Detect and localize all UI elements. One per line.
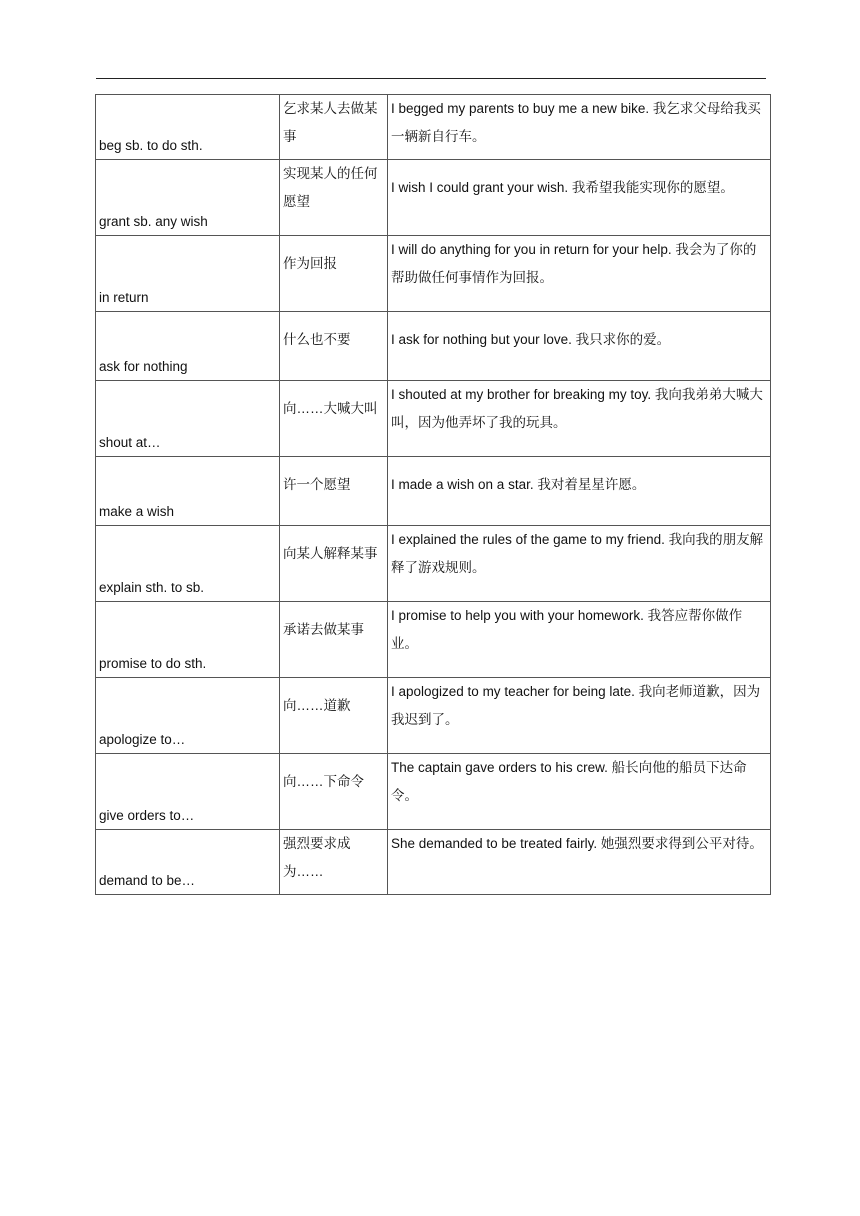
phrase-cell: in return: [96, 236, 280, 312]
phrase-cell: demand to be…: [96, 830, 280, 895]
example-cell: I begged my parents to buy me a new bike. 我乞求父母给我买一辆新自行车。: [388, 95, 771, 160]
phrase-cell: ask for nothing: [96, 312, 280, 381]
example-cell: I shouted at my brother for breaking my toy. 我向我弟弟大喊大叫，因为他弄坏了我的玩具。: [388, 381, 771, 457]
phrase-cell: apologize to…: [96, 678, 280, 754]
meaning-cell: 承诺去做某事: [280, 602, 388, 678]
table-row: [96, 312, 771, 381]
table-row: [96, 678, 771, 754]
example-cell: She demanded to be treated fairly. 她强烈要求得到公平对待。: [388, 830, 771, 895]
meaning-cell: 乞求某人去做某事: [280, 95, 388, 160]
phrase-cell: grant sb. any wish: [96, 160, 280, 236]
phrase-cell: beg sb. to do sth.: [96, 95, 280, 160]
table-row: [96, 526, 771, 602]
table-row: [96, 236, 771, 312]
table-row: [96, 160, 771, 236]
header-rule: [96, 78, 766, 79]
meaning-cell: 实现某人的任何愿望: [280, 160, 388, 236]
meaning-cell: 向……道歉: [280, 678, 388, 754]
meaning-cell: 向……大喊大叫: [280, 381, 388, 457]
example-cell: I apologized to my teacher for being late. 我向老师道歉，因为我迟到了。: [388, 678, 771, 754]
meaning-cell: 许一个愿望: [280, 457, 388, 526]
meaning-cell: 强烈要求成为……: [280, 830, 388, 895]
table-row: [96, 381, 771, 457]
example-cell: I promise to help you with your homework. 我答应帮你做作业。: [388, 602, 771, 678]
example-cell: I wish I could grant your wish. 我希望我能实现你的愿望。: [388, 160, 771, 236]
meaning-cell: 作为回报: [280, 236, 388, 312]
phrase-cell: explain sth. to sb.: [96, 526, 280, 602]
phrase-cell: make a wish: [96, 457, 280, 526]
example-cell: I made a wish on a star. 我对着星星许愿。: [388, 457, 771, 526]
table-row: [96, 457, 771, 526]
table-row: [96, 95, 771, 160]
phrase-cell: shout at…: [96, 381, 280, 457]
meaning-cell: 向……下命令: [280, 754, 388, 830]
phrase-cell: promise to do sth.: [96, 602, 280, 678]
table-row: [96, 754, 771, 830]
meaning-cell: 什么也不要: [280, 312, 388, 381]
meaning-cell: 向某人解释某事: [280, 526, 388, 602]
phrase-cell: give orders to…: [96, 754, 280, 830]
vocabulary-table: [95, 94, 771, 895]
table-row: [96, 830, 771, 895]
table-row: [96, 602, 771, 678]
example-cell: I will do anything for you in return for your help. 我会为了你的帮助做任何事情作为回报。: [388, 236, 771, 312]
example-cell: The captain gave orders to his crew. 船长向他的船员下达命令。: [388, 754, 771, 830]
example-cell: I ask for nothing but your love. 我只求你的爱。: [388, 312, 771, 381]
example-cell: I explained the rules of the game to my friend. 我向我的朋友解释了游戏规则。: [388, 526, 771, 602]
